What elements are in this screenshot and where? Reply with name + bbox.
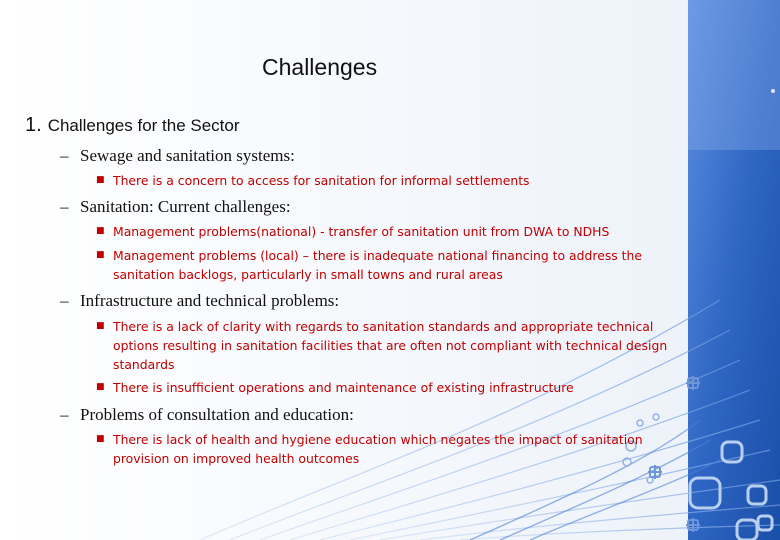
bullet-square-icon: ■	[96, 382, 105, 392]
bullet-square-icon: ■	[96, 226, 105, 236]
bullet-item	[96, 222, 681, 241]
dash-marker: –	[60, 197, 69, 216]
bullet-text: There is a lack of clarity with regards to sanitation standards and appropriate technical options resulting in sanitation facilities that are often not compliant with technical design standards	[113, 319, 668, 372]
bullet-square-icon: ■	[96, 175, 105, 185]
bullet-item	[96, 171, 681, 190]
section-label: Problems of consultation and education:	[80, 405, 354, 424]
bullet-item	[96, 430, 681, 468]
heading-text: Challenges for the Sector	[47, 116, 240, 135]
dash-marker: –	[60, 146, 69, 165]
section-sewage-systems	[60, 146, 295, 166]
dash-marker: –	[60, 291, 69, 310]
dash-marker: –	[60, 405, 69, 424]
bullet-item	[96, 378, 681, 397]
bullet-text: There is insufficient operations and maintenance of existing infrastructure	[113, 380, 574, 395]
bullet-square-icon: ■	[96, 250, 105, 260]
section-infrastructure-problems	[60, 291, 339, 311]
section-consultation-education	[60, 405, 354, 425]
bullet-text: Management problems(national) - transfer of sanitation unit from DWA to NDHS	[113, 224, 610, 239]
bullet-item	[96, 246, 681, 284]
section-label: Sewage and sanitation systems:	[80, 146, 295, 165]
bullet-square-icon: ■	[96, 321, 105, 331]
bullet-text: There is a concern to access for sanitation for informal settlements	[113, 173, 530, 188]
slide-title: Challenges	[262, 54, 378, 80]
section-label: Sanitation: Current challenges:	[80, 197, 291, 216]
bullet-item	[96, 317, 681, 374]
sector-heading	[25, 114, 240, 137]
bullet-text: Management problems (local) – there is inadequate national financing to address the sanitation backlogs, particularly in small towns and rural areas	[113, 248, 642, 282]
bullet-text: There is lack of health and hygiene education which negates the impact of sanitation provision on improved health outcomes	[113, 432, 643, 466]
bullet-square-icon: ■	[96, 434, 105, 444]
section-current-challenges	[60, 197, 291, 217]
section-label: Infrastructure and technical problems:	[80, 291, 340, 310]
heading-number: 1.	[25, 114, 42, 136]
